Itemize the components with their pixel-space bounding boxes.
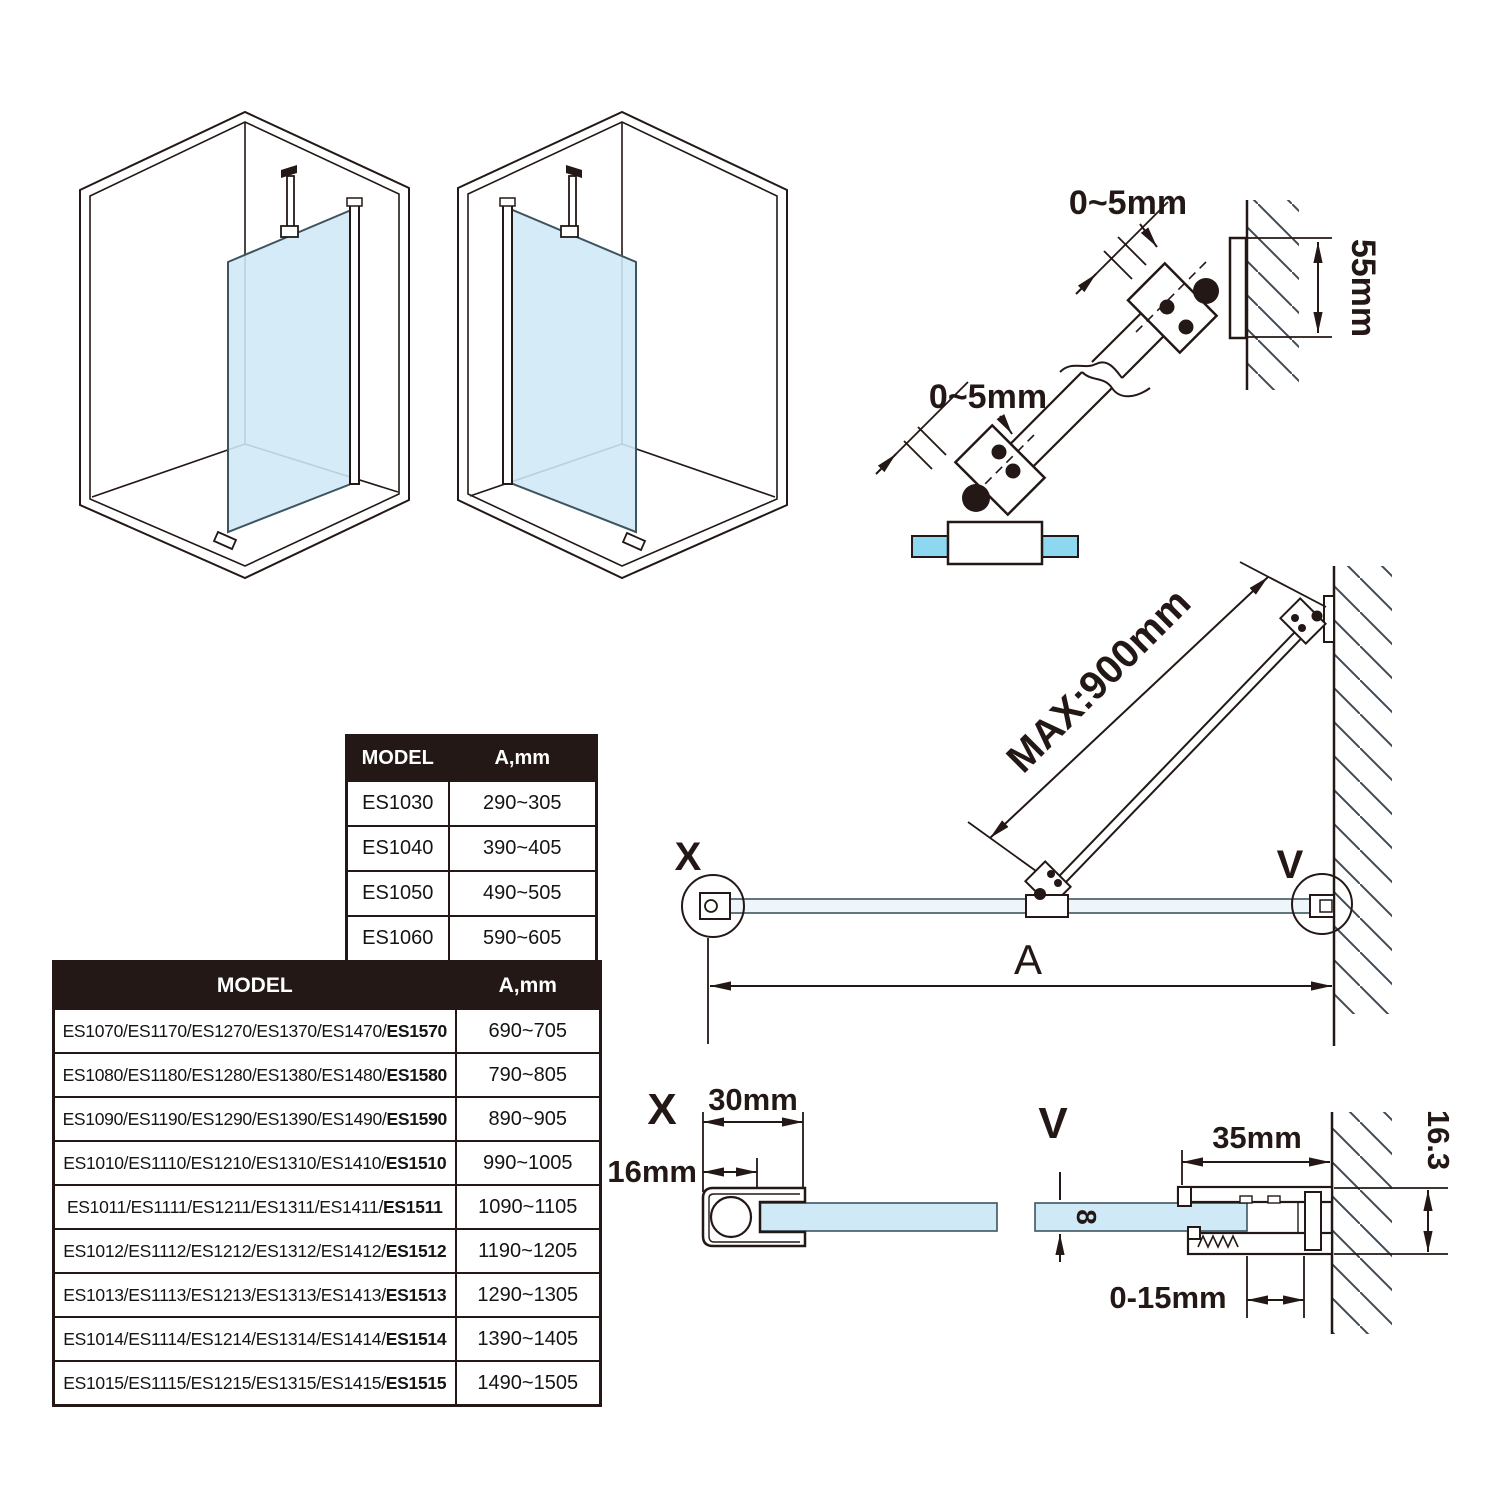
glass-foot [214, 532, 236, 549]
dim-label-16mm: 16mm [607, 1154, 697, 1189]
bottom-flange-hook [1188, 1227, 1200, 1239]
table-row: ES1030 290~305 [347, 781, 597, 826]
dim-label-55mm: 55mm [1344, 238, 1382, 338]
dim-label-adjust: 0-15mm [1109, 1280, 1227, 1315]
detail-title-v: V [1038, 1099, 1068, 1148]
ext-lines-adjust [1247, 1256, 1304, 1318]
ceiling-brace-clamp [281, 226, 298, 237]
ext-line-max-top [1240, 562, 1326, 607]
wall-mount-plate [1230, 238, 1246, 338]
wall-hatch [1247, 200, 1299, 390]
gap-arrow-top [1076, 274, 1096, 294]
glass-panel [228, 208, 356, 532]
dim-label-gap-bottom: 0~5mm [928, 378, 1048, 416]
glass-panel-section [760, 1203, 997, 1231]
table-row: ES1015/ES1115/ES1215/ES1315/ES1415/ES1515 1490~1505 [54, 1361, 601, 1406]
brace-mount-detail [876, 184, 1382, 564]
gap-ticks-top [1104, 237, 1146, 279]
wall-mount-plate [1324, 596, 1334, 642]
gap-ticks-bottom [904, 427, 946, 469]
wall-profile [503, 204, 512, 484]
ceiling-brace-bar [569, 176, 576, 228]
dim-label-30mm: 30mm [708, 1082, 798, 1117]
glass-clamp-body [948, 522, 1042, 564]
table-row: ES1040 390~405 [347, 826, 597, 871]
glass-panel [508, 208, 636, 532]
glass-panel-section [1035, 1203, 1247, 1231]
table-row: ES1070/ES1170/ES1270/ES1370/ES1470/ES1570 690~705 [54, 1009, 601, 1053]
table-row: ES1090/ES1190/ES1290/ES1390/ES1490/ES1590 890~905 [54, 1097, 601, 1141]
flange-notch [1240, 1196, 1252, 1203]
glass-panel-edge [710, 899, 1334, 913]
detail-marker-x-label: X [674, 835, 702, 879]
ceiling-brace-clamp [561, 226, 578, 237]
table-row: ES1014/ES1114/ES1214/ES1314/ES1414/ES1514 1390~1405 [54, 1317, 601, 1361]
col-header-a: A,mm [449, 736, 597, 782]
table-row: ES1060 590~605 [347, 916, 597, 962]
wall-profile [350, 204, 359, 484]
glass-foot [623, 533, 645, 550]
size-table-large [52, 960, 602, 1407]
plan-view [675, 562, 1392, 1046]
clamp-screw [992, 445, 1007, 460]
table-row: ES1013/ES1113/ES1213/ES1313/ES1413/ES1513 1290~1305 [54, 1273, 601, 1317]
clamp-screw [1160, 300, 1175, 315]
table-row: ES1012/ES1112/ES1212/ES1312/ES1412/ES1512 1190~1205 [54, 1229, 601, 1273]
clamp-pivot [1312, 611, 1323, 622]
dim-label-max: MAX:900mm [998, 580, 1200, 782]
size-table-small [345, 734, 598, 963]
dim-label-163: 16.3 [1421, 1109, 1456, 1171]
ext-line-max-bottom [968, 822, 1036, 871]
detail-marker-v-label: V [1276, 843, 1304, 887]
wall-clamp-pivot [1193, 278, 1219, 304]
dim-line-max [990, 577, 1268, 838]
leader-arrow-bottom [1000, 416, 1012, 434]
table-header-row [54, 962, 601, 1010]
v-end-inner [1320, 900, 1332, 912]
col-header-model: MODEL [347, 736, 449, 782]
clamp-screw [1006, 464, 1021, 479]
glass-edge-left [912, 536, 948, 557]
table-row: ES1050 490~505 [347, 871, 597, 916]
wall-profile-cap [500, 198, 515, 206]
profile-detail-v [1035, 1099, 1456, 1334]
dim-label-a: A [1013, 936, 1043, 983]
top-flange-hook [1178, 1187, 1191, 1206]
ext-lines-30mm [703, 1112, 803, 1192]
table-row: ES1010/ES1110/ES1210/ES1310/ES1410/ES1510 990~1005 [54, 1141, 601, 1185]
gap-arrow-bottom [876, 454, 896, 474]
clamp-screw [1054, 879, 1062, 887]
clamp-screw [1291, 614, 1299, 622]
detail-title-x: X [647, 1085, 677, 1134]
x-end-bar [705, 900, 717, 912]
dim-label-glass-8: 8 [1071, 1209, 1102, 1225]
clamp-screw [1179, 320, 1194, 335]
glass-clamp-pivot [962, 484, 990, 512]
flange-notch [1268, 1196, 1280, 1203]
glass-clamp-body [1026, 895, 1068, 917]
wall-hatch [1332, 1112, 1392, 1334]
clamp-pivot [1034, 888, 1046, 900]
stabilizer-bar-section [711, 1197, 751, 1237]
ceiling-brace-bar [287, 176, 294, 228]
table-row: ES1080/ES1180/ES1280/ES1380/ES1480/ES1580 790~805 [54, 1053, 601, 1097]
wall-profile-channel [1305, 1192, 1321, 1250]
dim-label-35mm: 35mm [1212, 1120, 1302, 1155]
glass-edge-right [1042, 536, 1078, 557]
iso-view-right [458, 112, 787, 578]
dim-label-gap-top: 0~5mm [1068, 184, 1188, 222]
wall-profile-cap [347, 198, 362, 206]
col-header-model: MODEL [54, 962, 456, 1010]
wall-hatch [1334, 566, 1392, 1014]
clamp-screw [1298, 624, 1306, 632]
table-row: ES1011/ES1111/ES1211/ES1311/ES1411/ES1511 1090~1105 [54, 1185, 601, 1229]
col-header-a: A,mm [456, 962, 601, 1010]
profile-detail-x [607, 1082, 997, 1246]
iso-view-left [80, 112, 409, 578]
clamp-screw [1047, 870, 1055, 878]
table-header-row [347, 736, 597, 782]
